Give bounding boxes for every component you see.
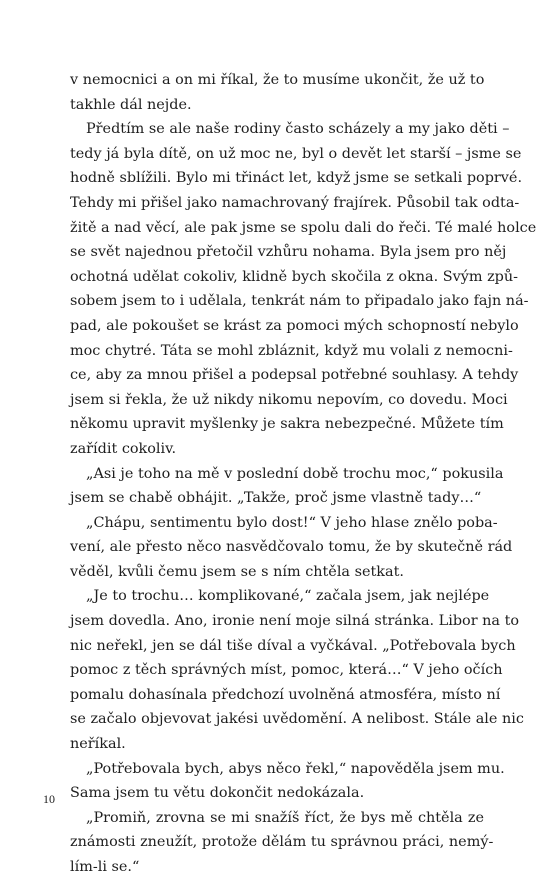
text-line: neříkal. xyxy=(70,736,126,753)
text-line: ochotná udělat cokoliv, klidně bych skočila z okna. Svým způ- xyxy=(70,268,519,285)
text-line: takhle dál nejde. xyxy=(70,96,192,113)
paragraph xyxy=(70,757,505,806)
text-line: věděl, kvůli čemu jsem se s ním chtěla setkat. xyxy=(70,563,404,580)
text-line: pomoc z těch správných míst, pomoc, která…“ V jeho očích xyxy=(70,662,503,679)
text-line: jsem se chabě obhájit. „Takže, proč jsme vlastně tady…“ xyxy=(70,490,482,507)
text-line: „Chápu, sentimentu bylo dost!“ V jeho hlase znělo poba- xyxy=(86,514,498,531)
text-line: jsem dovedla. Ano, ironie není moje silná stránka. Libor na to xyxy=(70,613,520,630)
paragraph xyxy=(70,462,504,511)
text-line: moc chytré. Táta se mohl zbláznit, když mu volali z nemocni- xyxy=(70,342,513,359)
paragraph xyxy=(70,68,484,117)
text-line: pad, ale pokoušet se krást za pomoci mých schopností nebylo xyxy=(70,317,519,334)
text-line: ce, aby za mnou přišel a podepsal potřebné souhlasy. A tehdy xyxy=(70,367,519,384)
book-page-text xyxy=(70,68,537,880)
text-line: někomu upravit myšlenky je sakra nebezpečné. Můžete tím xyxy=(70,416,504,433)
paragraph xyxy=(70,584,524,756)
text-line: „Asi je toho na mě v poslední době trochu moc,“ pokusila xyxy=(86,465,504,482)
page-number: 10 xyxy=(43,792,55,806)
paragraph xyxy=(70,511,513,585)
text-line: „Potřebovala bych, abys něco řekl,“ napověděla jsem mu. xyxy=(86,760,505,777)
text-line: nic neřekl, jen se dál tiše díval a vyčkával. „Potřebovala bych xyxy=(70,637,516,654)
text-line: v nemocnici a on mi říkal, že to musíme ukončit, že už to xyxy=(70,72,485,88)
text-line: se svět najednou přetočil vzhůru nohama. Byla jsem pro něj xyxy=(70,244,507,261)
text-line: hodně sblížili. Bylo mi třináct let, když jsme se setkali poprvé. xyxy=(70,170,523,187)
paragraph xyxy=(70,117,537,461)
text-line: zařídit cokoliv. xyxy=(70,440,177,457)
text-line: „Je to trochu… komplikované,“ začala jsem, jak nejlépe xyxy=(86,588,490,605)
text-line: Sama jsem tu větu dokončit nedokázala. xyxy=(70,785,365,802)
text-line: lím-li se.“ xyxy=(70,859,140,875)
text-line: tedy já byla dítě, on už moc ne, byl o devět let starší – jsme se xyxy=(70,145,522,162)
paragraph xyxy=(70,806,494,880)
text-line: „Promiň, zrovna se mi snažíš říct, že bys mě chtěla ze xyxy=(86,809,484,826)
text-line: známosti zneužít, protože dělám tu správnou práci, nemý- xyxy=(70,834,494,851)
text-line: vení, ale přesto něco nasvědčovalo tomu, že by skutečně rád xyxy=(70,539,513,556)
text-line: se začalo objevovat jakési uvědomění. A nelibost. Stále ale nic xyxy=(70,711,524,728)
text-line: jsem si řekla, že už nikdy nikomu nepovím, co dovedu. Moci xyxy=(70,391,508,408)
text-line: žitě a nad věcí, ale pak jsme se spolu dali do řeči. Té malé holce xyxy=(70,219,537,236)
text-line: sobem jsem to i udělala, tenkrát nám to připadalo jako fajn ná- xyxy=(70,293,529,310)
text-line: Předtím se ale naše rodiny často scházely a my jako děti – xyxy=(86,121,510,138)
text-line: pomalu dohasínala předchozí uvolněná atmosféra, místo ní xyxy=(70,686,501,703)
text-line: Tehdy mi přišel jako namachrovaný frajírek. Působil tak odta- xyxy=(70,194,520,211)
